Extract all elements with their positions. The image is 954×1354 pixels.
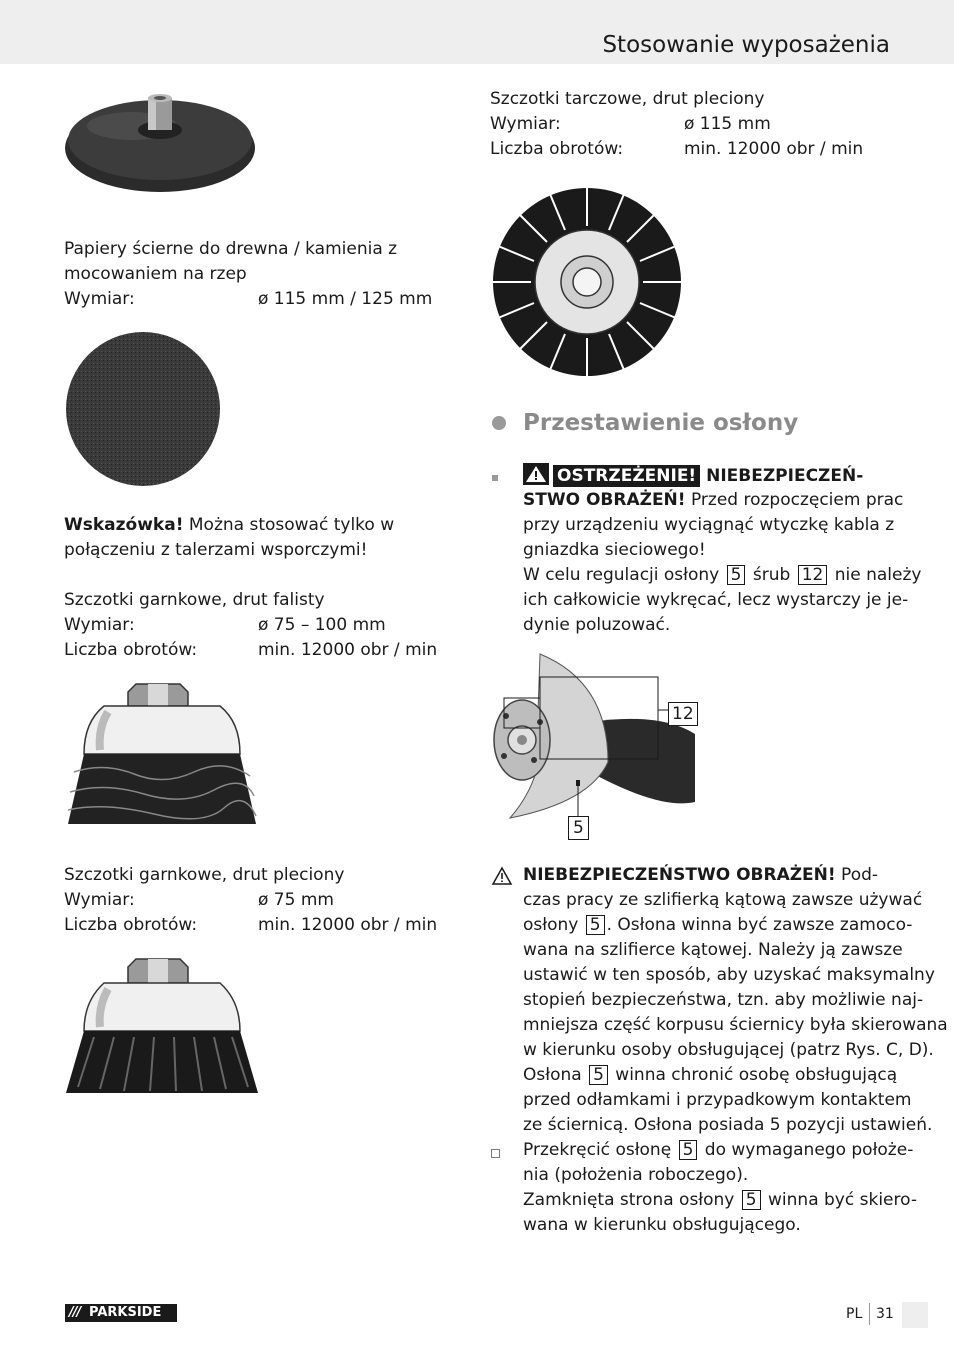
ref-12: 12 bbox=[798, 565, 828, 585]
warning1-line4: gniazdka sieciowego! bbox=[523, 540, 706, 560]
warning1-line3: przy urządzeniu wyciągnąć wtyczkę kabla z bbox=[523, 515, 895, 535]
warning-triangle-icon bbox=[523, 463, 549, 485]
warning2-text-1: Pod- bbox=[835, 865, 879, 885]
disc-brush-title: Szczotki tarczowe, drut pleciony bbox=[490, 89, 765, 109]
warning1-bold-2: STWO OBRAŻEŃ! bbox=[523, 490, 686, 510]
warning1-text-2: Przed rozpoczęciem prac bbox=[685, 490, 904, 510]
cup-wavy-title: Szczotki garnkowe, drut falisty bbox=[64, 590, 325, 610]
cup-braided-title: Szczotki garnkowe, drut pleciony bbox=[64, 865, 345, 885]
section-heading: Przestawienie osłony bbox=[523, 410, 799, 436]
cup-braided-speed-label: Liczba obrotów: bbox=[64, 915, 198, 935]
callout-5: 5 bbox=[568, 816, 589, 840]
cup-braided-size-value: ø 75 mm bbox=[258, 890, 334, 910]
guard-figure bbox=[490, 652, 700, 842]
sanding-paper-size-label: Wymiar: bbox=[64, 289, 135, 309]
note-label: Wskazówka! bbox=[64, 515, 184, 535]
ref-5: 5 bbox=[727, 565, 746, 585]
square-bullet-icon bbox=[492, 475, 498, 481]
warning2-line8: w kierunku osoby obsługującej (patrz Rys. C, D). bbox=[523, 1040, 934, 1060]
footer-language: PL bbox=[846, 1306, 863, 1322]
disc-brush-speed-label: Liczba obrotów: bbox=[490, 139, 624, 159]
brand-logo bbox=[65, 1304, 177, 1322]
warning1-bold-1: NIEBEZPIECZEŃ- bbox=[700, 466, 864, 486]
cup-wavy-size-value: ø 75 – 100 mm bbox=[258, 615, 386, 635]
warning2-line11: ze ściernicą. Osłona posiada 5 pozycji ustawień. bbox=[523, 1115, 933, 1135]
disc-brush-image bbox=[490, 186, 684, 378]
disc-brush-size-value: ø 115 mm bbox=[684, 114, 771, 134]
warning2-line10: przed odłamkami i przypadkowym kontaktem bbox=[523, 1090, 912, 1110]
warning1-text-5b: śrub bbox=[747, 565, 796, 585]
warning2-text-3b: . Osłona winna być zawsze zamoco- bbox=[606, 915, 913, 935]
page-title: Stosowanie wyposażenia bbox=[602, 32, 890, 58]
warning2-text-9a: Osłona bbox=[523, 1065, 588, 1085]
ref-5: 5 bbox=[742, 1190, 761, 1210]
warning1-text-5a: W celu regulacji osłony bbox=[523, 565, 725, 585]
disc-brush-speed-value: min. 12000 obr / min bbox=[684, 139, 864, 159]
ref-5: 5 bbox=[586, 915, 605, 935]
warning2-line9 bbox=[523, 1063, 897, 1088]
sanding-disc-image bbox=[64, 330, 224, 490]
warning1-text-5c: nie należy bbox=[829, 565, 922, 585]
sanding-paper-desc-line1: Papiery ścierne do drewna / kamienia z bbox=[64, 239, 398, 259]
warning-label: OSTRZEŻENIE! bbox=[553, 465, 700, 487]
warning1-line7: dynie poluzować. bbox=[523, 615, 671, 635]
warning2-title: NIEBEZPIECZEŃSTWO OBRAŻEŃ! bbox=[523, 865, 836, 885]
brand-name: PARKSIDE bbox=[89, 1305, 162, 1320]
warning2-line3 bbox=[523, 913, 912, 938]
warning1-line1 bbox=[523, 463, 863, 489]
page-number: 31 bbox=[876, 1306, 894, 1322]
step-bullet-icon bbox=[491, 1149, 500, 1158]
footer-divider bbox=[869, 1303, 870, 1325]
step-text-1a: Przekręcić osłonę bbox=[523, 1140, 677, 1160]
callout-12: 12 bbox=[668, 702, 698, 726]
step-text-1b: do wymaganego położe- bbox=[699, 1140, 914, 1160]
cup-wavy-size-label: Wymiar: bbox=[64, 615, 135, 635]
step-text-3b: winna być skiero- bbox=[762, 1190, 917, 1210]
warning2-line4: wana na szlifierce kątowej. Należy ją zawsze bbox=[523, 940, 903, 960]
warning2-line1 bbox=[523, 863, 878, 888]
warning1-line6: ich całkowicie wykręcać, lecz wystarczy je je- bbox=[523, 590, 909, 610]
step-line4: wana w kierunku obsługującego. bbox=[523, 1215, 801, 1235]
note-text: Można stosować tylko w bbox=[183, 515, 395, 535]
step-line3 bbox=[523, 1188, 917, 1213]
warning1-line2 bbox=[523, 488, 903, 513]
logo-slashes-icon: /// bbox=[69, 1305, 81, 1320]
warning1-line5 bbox=[523, 563, 921, 588]
cup-braided-size-label: Wymiar: bbox=[64, 890, 135, 910]
cup-brush-wavy-image bbox=[64, 682, 260, 832]
sanding-paper-desc-line2: mocowaniem na rzep bbox=[64, 264, 247, 284]
section-bullet-icon bbox=[492, 416, 506, 430]
warning2-line6: stopień bezpieczeństwa, tzn. aby możliwie naj- bbox=[523, 990, 924, 1010]
warning2-line5: ustawić w ten sposób, aby uzyskać maksymalny bbox=[523, 965, 935, 985]
footer-tab bbox=[902, 1302, 928, 1328]
cup-braided-speed-value: min. 12000 obr / min bbox=[258, 915, 438, 935]
cup-brush-braided-image bbox=[64, 957, 260, 1097]
cup-wavy-speed-label: Liczba obrotów: bbox=[64, 640, 198, 660]
ref-5: 5 bbox=[589, 1065, 608, 1085]
note-line1 bbox=[64, 513, 394, 538]
warning2-line2: czas pracy ze szlifierką kątową zawsze używać bbox=[523, 890, 923, 910]
backing-pad-image bbox=[62, 88, 262, 200]
warning-triangle-outline-icon bbox=[491, 866, 513, 886]
step-line1 bbox=[523, 1138, 913, 1163]
warning2-text-3a: osłony bbox=[523, 915, 584, 935]
note-line2: połączeniu z talerzami wsporczymi! bbox=[64, 540, 368, 560]
step-text-3a: Zamknięta strona osłony bbox=[523, 1190, 740, 1210]
step-line2: nia (położenia roboczego). bbox=[523, 1165, 749, 1185]
warning2-text-9b: winna chronić osobę obsługującą bbox=[609, 1065, 898, 1085]
sanding-paper-size-value: ø 115 mm / 125 mm bbox=[258, 289, 433, 309]
disc-brush-size-label: Wymiar: bbox=[490, 114, 561, 134]
warning2-line7: mniejsza część korpusu ściernicy była skierowana bbox=[523, 1015, 948, 1035]
cup-wavy-speed-value: min. 12000 obr / min bbox=[258, 640, 438, 660]
ref-5: 5 bbox=[679, 1140, 698, 1160]
